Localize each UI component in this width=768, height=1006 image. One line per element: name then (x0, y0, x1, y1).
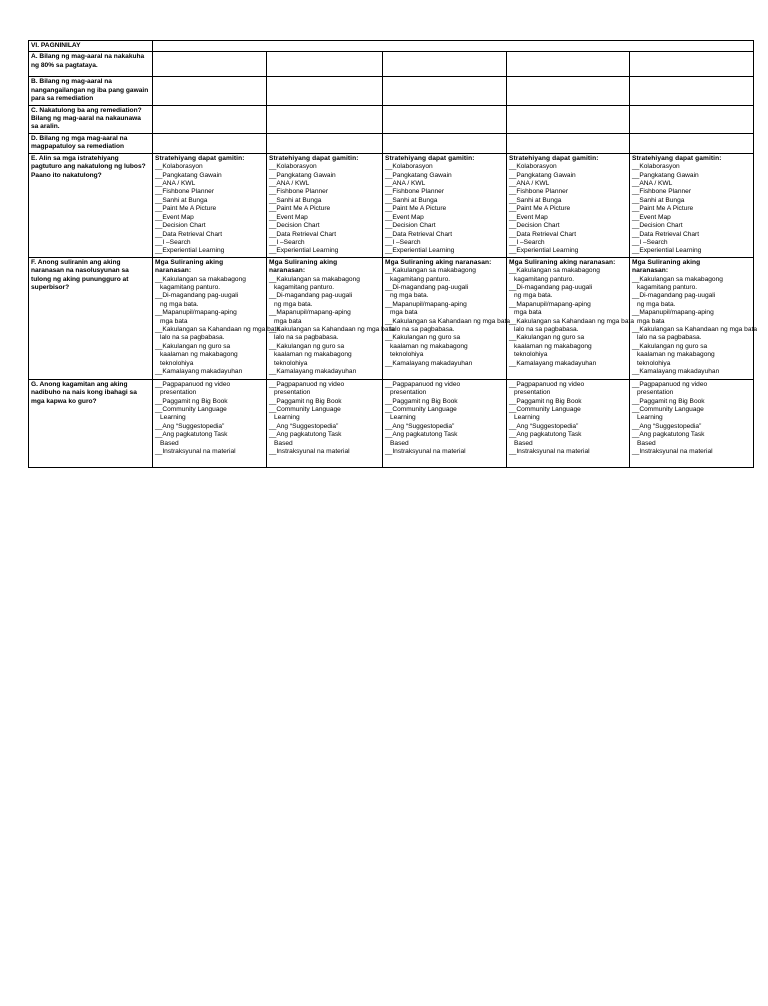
strategy-item: __Fishbone Planner (155, 188, 215, 196)
problem-item: ng mga bata. (390, 292, 429, 300)
strategy-item: __Data Retrieval Chart (155, 230, 223, 238)
materials-cell (383, 379, 507, 467)
row-e-label: E. Alin sa mga istratehiyang pagtuturo ang nakatulong ng lubos? Paano ito nakatulong? (29, 153, 153, 257)
problem-item: __Kamalayang makadayuhan (385, 359, 473, 367)
strategy-item: __Kolaborasyon (269, 163, 317, 171)
problem-item: ng mga bata. (514, 292, 553, 300)
problem-item: lalo na sa pagbabasa. (390, 325, 455, 333)
material-item: __Paggamit ng Big Book (269, 397, 342, 405)
row-d-cell (630, 133, 754, 153)
strategy-item: __Sanhi at Bunga (269, 196, 322, 204)
problem-item: mga bata (390, 309, 418, 317)
material-item: __Pagpapanuod ng video (385, 380, 461, 388)
material-item: __Pagpapanuod ng video (632, 380, 708, 388)
problem-item: kaalaman ng makabagong (637, 351, 715, 359)
strategy-item: __Data Retrieval Chart (509, 230, 577, 238)
materials-cell (153, 379, 267, 467)
row-c-cell (267, 105, 383, 133)
problem-item: ng mga bata. (274, 300, 313, 308)
problems-header-cont: naranasan: (269, 267, 306, 275)
material-item: Based (514, 439, 533, 447)
material-item: __Community Language (155, 405, 227, 413)
problem-item: lalo na sa pagbabasa. (274, 334, 339, 342)
problem-item: __Di-magandang pag-uugali (632, 292, 716, 300)
strategies-cell (507, 153, 630, 257)
row-b-cell (383, 77, 507, 105)
problems-header: Mga Suliraning aking naranasan: (385, 258, 492, 266)
material-item: __Ang pagkatutong Task (155, 431, 228, 439)
strategy-item: __Fishbone Planner (509, 188, 569, 196)
strategy-item: __Sanhi at Bunga (155, 196, 208, 204)
problems-cell (383, 257, 511, 379)
problem-item: ng mga bata. (160, 300, 199, 308)
problem-item: __Kakulangan ng guro sa (385, 334, 461, 342)
strategies-cell (267, 153, 383, 257)
row-d-cell (507, 133, 630, 153)
material-item: __Instraksyunal na material (632, 447, 713, 455)
material-item: __Instraksyunal na material (155, 447, 236, 455)
material-item: presentation (390, 389, 427, 397)
strategy-item: __Experiential Learning (509, 247, 579, 255)
material-item: Learning (160, 414, 186, 422)
strategy-item: __Kolaborasyon (155, 163, 203, 171)
row-a-label: A. Bilang ng mag-aaral na nakakuha ng 80% sa pagtataya. (29, 52, 153, 77)
material-item: __Ang “Suggestopedia” (155, 422, 225, 430)
problem-item: __Kakulangan sa Kahandaan ng mga bata (385, 317, 511, 325)
problem-item: __Mapanupil/mapang-aping (509, 300, 591, 308)
problem-item: kaalaman ng makabagong (274, 351, 352, 359)
problems-header: Mga Suliraning aking (632, 258, 701, 266)
section-header-row (29, 41, 754, 52)
material-item: __Instraksyunal na material (509, 447, 590, 455)
strategy-item: __Event Map (269, 213, 308, 221)
strategy-item: __Decision Chart (509, 222, 560, 230)
row-d (29, 133, 754, 153)
strategy-item: __Experiential Learning (632, 247, 702, 255)
strategy-item: __Kolaborasyon (509, 163, 557, 171)
row-c-label: C. Nakatulong ba ang remediation? Bilang ng mag-aaral na nakaunawa sa aralin. (29, 105, 153, 133)
problem-item: __Mapanupil/mapang-aping (632, 309, 714, 317)
problem-item: __Kakulangan ng guro sa (632, 342, 708, 350)
problem-item: __Kamalayang makadayuhan (509, 359, 597, 367)
material-item: presentation (514, 389, 551, 397)
row-c-cell (630, 105, 754, 133)
problem-item: teknolohiya (514, 351, 548, 359)
strategy-item: __Decision Chart (155, 222, 206, 230)
row-b-cell (267, 77, 383, 105)
row-d-label: D. Bilang ng mga mag-aaral na magpapatuloy sa remediation (29, 133, 153, 153)
problem-item: __Di-magandang pag-uugali (509, 283, 593, 291)
problem-item: __Di-magandang pag-uugali (385, 283, 469, 291)
strategy-item: __Event Map (632, 213, 671, 221)
strategy-item: __ANA / KWL (632, 180, 673, 188)
strategy-item: __Sanhi at Bunga (385, 196, 438, 204)
strategy-item: __Pangkatang Gawain (385, 171, 452, 179)
strategy-item: __Fishbone Planner (269, 188, 329, 196)
row-a-cell (383, 52, 507, 77)
problem-item: __Kamalayang makadayuhan (632, 368, 720, 375)
strategy-item: __I –Search (155, 238, 191, 246)
problem-item: kagamitang panturo. (514, 275, 575, 283)
material-item: __Ang “Suggestopedia” (632, 422, 702, 430)
strategy-item: __Decision Chart (269, 222, 320, 230)
problem-item: teknolohiya (637, 359, 671, 367)
problem-item: __Kakulangan sa Kahandaan ng mga bata (509, 317, 635, 325)
material-item: Based (274, 439, 293, 447)
row-c-cell (383, 105, 507, 133)
material-item: __Instraksyunal na material (385, 447, 466, 455)
row-b-cell (507, 77, 630, 105)
problem-item: __Kakulangan ng guro sa (155, 342, 231, 350)
problem-item: lalo na sa pagbabasa. (160, 334, 225, 342)
row-b-label: B. Bilang ng mag-aaral na nangangailangan ng iba pang gawain para sa remediation (29, 77, 153, 105)
problem-item: __Mapanupil/mapang-aping (385, 300, 467, 308)
problem-item: kagamitang panturo. (160, 283, 221, 291)
row-a-cell (630, 52, 754, 77)
problems-header: Mga Suliraning aking (269, 258, 338, 266)
row-f-label: F. Anong suliranin ang aking naranasan na nasolusyunan sa tulong ng aking punungguro at superbisor? (29, 257, 153, 379)
strategy-item: __I –Search (385, 238, 421, 246)
row-f (29, 257, 754, 379)
strategy-item: __Fishbone Planner (632, 188, 692, 196)
strategy-item: __ANA / KWL (155, 180, 196, 188)
row-g-label: G. Anong kagamitan ang aking nadibuho na nais kong ibahagi sa mga kapwa ko guro? (29, 379, 153, 467)
strategy-item: __Sanhi at Bunga (632, 196, 685, 204)
strategy-item: __Experiential Learning (269, 247, 339, 255)
strategies-header: Stratehiyang dapat gamitin: (385, 154, 475, 162)
strategies-cell (153, 153, 267, 257)
row-b-cell (630, 77, 754, 105)
problem-item: __Mapanupil/mapang-aping (155, 309, 237, 317)
material-item: __Instraksyunal na material (269, 447, 350, 455)
strategy-item: __I –Search (269, 238, 305, 246)
strategies-cell (630, 153, 754, 257)
strategy-item: __Paint Me A Picture (155, 205, 217, 213)
strategy-item: __I –Search (632, 238, 668, 246)
row-a-cell (267, 52, 383, 77)
strategy-item: __Paint Me A Picture (269, 205, 331, 213)
problem-item: ng mga bata. (637, 300, 676, 308)
strategy-item: __Kolaborasyon (385, 163, 433, 171)
materials-cell (630, 379, 754, 467)
material-item: __Pagpapanuod ng video (269, 380, 345, 388)
problem-item: kaalaman ng makabagong (390, 342, 468, 350)
strategy-item: __Data Retrieval Chart (385, 230, 453, 238)
problem-item: teknolohiya (390, 351, 424, 359)
problem-item: __Mapanupil/mapang-aping (269, 309, 351, 317)
strategy-item: __Kolaborasyon (632, 163, 680, 171)
strategy-item: __Experiential Learning (155, 247, 225, 255)
strategy-item: __Data Retrieval Chart (632, 230, 700, 238)
problems-header: Mga Suliraning aking (155, 258, 224, 266)
strategy-item: __Pangkatang Gawain (155, 171, 222, 179)
problem-item: __Kakulangan sa Kahandaan ng mga bata (269, 325, 395, 333)
problem-item: kaalaman ng makabagong (160, 351, 238, 359)
problems-cell (630, 257, 758, 379)
problem-item: teknolohiya (160, 359, 194, 367)
problem-item: __Kamalayang makadayuhan (155, 368, 243, 375)
problem-item: __Kakulangan sa Kahandaan ng mga bata (155, 325, 281, 333)
strategy-item: __Data Retrieval Chart (269, 230, 337, 238)
material-item: __Community Language (269, 405, 341, 413)
row-c-cell (507, 105, 630, 133)
row-c-cell (153, 105, 267, 133)
strategy-item: __Paint Me A Picture (385, 205, 447, 213)
material-item: __Ang pagkatutong Task (509, 431, 582, 439)
row-b-cell (153, 77, 267, 105)
row-a-cell (153, 52, 267, 77)
material-item: __Paggamit ng Big Book (632, 397, 705, 405)
problem-item: lalo na sa pagbabasa. (637, 334, 702, 342)
problem-item: __Kakulangan ng guro sa (509, 334, 585, 342)
material-item: __Community Language (632, 405, 704, 413)
problem-item: mga bata (274, 317, 302, 325)
row-g (29, 379, 754, 467)
material-item: __Community Language (385, 405, 457, 413)
strategies-header: Stratehiyang dapat gamitin: (269, 154, 359, 162)
strategy-item: __Event Map (509, 213, 548, 221)
strategy-item: __ANA / KWL (269, 180, 310, 188)
row-b (29, 77, 754, 105)
material-item: Based (390, 439, 409, 447)
problems-header-cont: naranasan: (155, 267, 192, 275)
material-item: Learning (274, 414, 300, 422)
materials-cell (267, 379, 383, 467)
material-item: Learning (514, 414, 540, 422)
problem-item: kaalaman ng makabagong (514, 342, 592, 350)
strategy-item: __Experiential Learning (385, 247, 455, 255)
problem-item: __Kakulangan sa makabagong (385, 267, 476, 275)
problems-cell (153, 257, 281, 379)
strategy-item: __Pangkatang Gawain (509, 171, 576, 179)
row-e (29, 153, 754, 257)
row-a (29, 52, 754, 77)
row-c (29, 105, 754, 133)
material-item: presentation (637, 389, 674, 397)
problem-item: __Kakulangan sa makabagong (632, 275, 723, 283)
material-item: __Ang “Suggestopedia” (385, 422, 455, 430)
problem-item: mga bata (514, 309, 542, 317)
problem-item: mga bata (160, 317, 188, 325)
strategy-item: __Fishbone Planner (385, 188, 445, 196)
strategy-item: __Pangkatang Gawain (269, 171, 336, 179)
problem-item: __Kamalayang makadayuhan (269, 368, 357, 375)
problem-item: teknolohiya (274, 359, 308, 367)
material-item: Learning (637, 414, 663, 422)
materials-cell (507, 379, 630, 467)
problem-item: __Di-magandang pag-uugali (269, 292, 353, 300)
problem-item: kagamitang panturo. (637, 283, 698, 291)
problem-item: __Kakulangan sa makabagong (509, 267, 600, 275)
material-item: __Ang pagkatutong Task (385, 431, 458, 439)
problem-item: __Kakulangan sa makabagong (155, 275, 246, 283)
material-item: __Pagpapanuod ng video (509, 380, 585, 388)
strategy-item: __Pangkatang Gawain (632, 171, 699, 179)
material-item: __Ang “Suggestopedia” (269, 422, 339, 430)
strategy-item: __I –Search (509, 238, 545, 246)
strategy-item: __Event Map (155, 213, 194, 221)
problem-item: __Kakulangan sa makabagong (269, 275, 360, 283)
problem-item: kagamitang panturo. (390, 275, 451, 283)
problem-item: kagamitang panturo. (274, 283, 335, 291)
material-item: __Ang “Suggestopedia” (509, 422, 579, 430)
strategy-item: __Sanhi at Bunga (509, 196, 562, 204)
material-item: Based (637, 439, 656, 447)
strategy-item: __ANA / KWL (385, 180, 426, 188)
strategies-header: Stratehiyang dapat gamitin: (155, 154, 245, 162)
row-d-cell (153, 133, 267, 153)
problem-item: __Kakulangan ng guro sa (269, 342, 345, 350)
problems-cell (507, 257, 635, 379)
material-item: Based (160, 439, 179, 447)
problems-header-cont: naranasan: (632, 267, 669, 275)
strategies-header: Stratehiyang dapat gamitin: (632, 154, 722, 162)
problem-item: lalo na sa pagbabasa. (514, 325, 579, 333)
row-d-cell (383, 133, 507, 153)
material-item: __Pagpapanuod ng video (155, 380, 231, 388)
strategies-cell (383, 153, 507, 257)
strategy-item: __Event Map (385, 213, 424, 221)
material-item: presentation (274, 389, 311, 397)
material-item: presentation (160, 389, 197, 397)
strategy-item: __Paint Me A Picture (632, 205, 694, 213)
problems-cell (267, 257, 395, 379)
strategy-item: __Decision Chart (385, 222, 436, 230)
strategies-header: Stratehiyang dapat gamitin: (509, 154, 599, 162)
problem-item: mga bata (637, 317, 665, 325)
strategy-item: __Decision Chart (632, 222, 683, 230)
section-title: VI. PAGNINILAY (29, 41, 153, 52)
problem-item: __Kakulangan sa Kahandaan ng mga bata (632, 325, 758, 333)
material-item: __Ang pagkatutong Task (269, 431, 342, 439)
problem-item: __Di-magandang pag-uugali (155, 292, 239, 300)
reflection-table (28, 40, 758, 468)
material-item: __Paggamit ng Big Book (509, 397, 582, 405)
strategy-item: __Paint Me A Picture (509, 205, 571, 213)
row-d-cell (267, 133, 383, 153)
material-item: __Paggamit ng Big Book (155, 397, 228, 405)
row-a-cell (507, 52, 630, 77)
material-item: Learning (390, 414, 416, 422)
material-item: __Community Language (509, 405, 581, 413)
section-header-empty (153, 41, 754, 52)
strategy-item: __ANA / KWL (509, 180, 550, 188)
problems-header: Mga Suliraning aking naranasan: (509, 258, 616, 266)
material-item: __Ang pagkatutong Task (632, 431, 705, 439)
material-item: __Paggamit ng Big Book (385, 397, 458, 405)
